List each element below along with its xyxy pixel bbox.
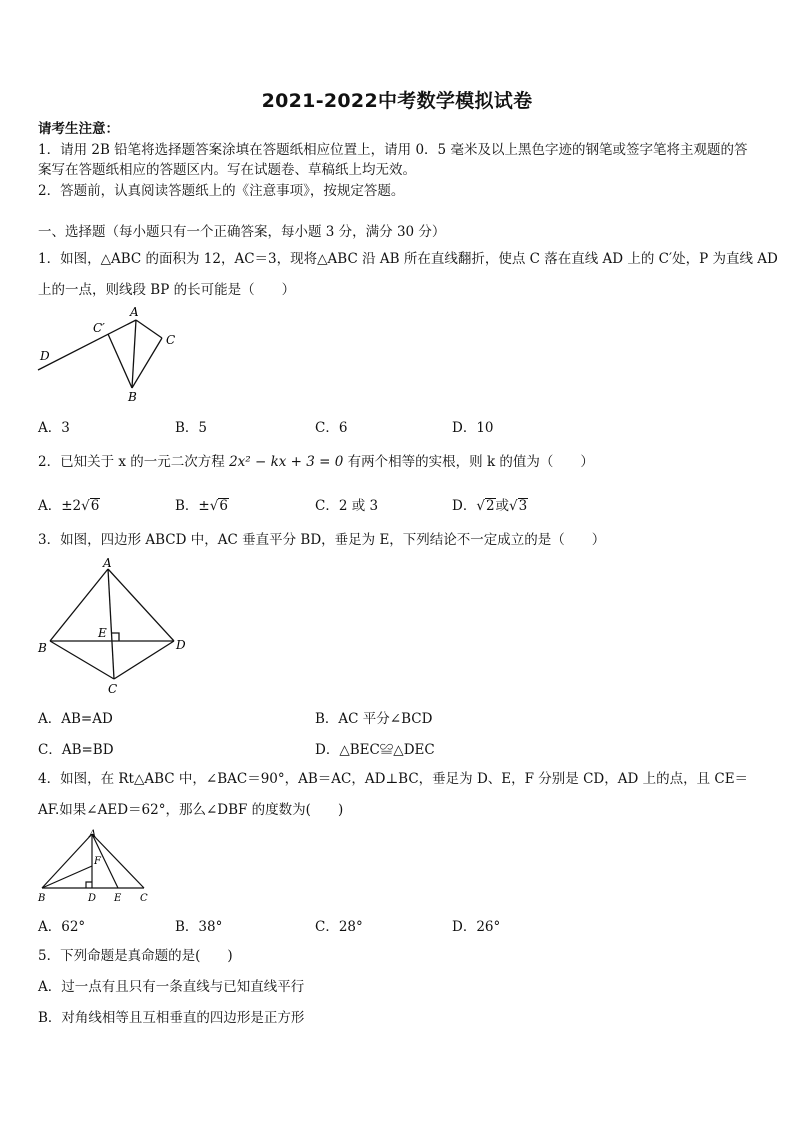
q2-option-b-prefix: B．± xyxy=(175,498,210,514)
q2-option-a-prefix: A．±2 xyxy=(38,498,82,514)
q3-option-d: D．△BEC≌△DEC xyxy=(315,742,435,758)
q4-option-c: C．28° xyxy=(315,919,363,935)
q2-option-d: D．√2或√3 xyxy=(452,498,528,514)
page-title: 2021-2022中考数学模拟试卷 xyxy=(261,90,533,112)
label-c-prime: C′ xyxy=(93,321,105,335)
q3-option-c: C．AB=BD xyxy=(38,742,114,758)
segment-ab xyxy=(42,834,92,888)
q1-text-line1: 1．如图，△ABC 的面积为 12，AC＝3，现将△ABC 沿 AB 所在直线翻折，使点 C 落在直线 AD 上的 C′处，P 为直线 AD xyxy=(38,251,778,267)
label-f: F xyxy=(94,856,101,867)
label-b: B xyxy=(38,893,46,904)
segment-dc xyxy=(114,641,174,679)
q4-text-line2: AF.如果∠AED＝62°，那么∠DBF 的度数为( ) xyxy=(38,802,344,818)
section-heading: 一、选择题（每小题只有一个正确答案，每小题 3 分，满分 30 分） xyxy=(38,224,446,240)
q2-text-prefix: 2．已知关于 x 的一元二次方程 xyxy=(38,454,230,470)
q1-figure xyxy=(30,300,190,410)
q3-option-b: B．AC 平分∠BCD xyxy=(315,711,433,727)
q4-option-b: B．38° xyxy=(175,919,223,935)
q2-option-d-or: 或 xyxy=(495,498,510,514)
right-angle-mark xyxy=(86,882,92,888)
label-d: D xyxy=(176,638,186,652)
label-a: A xyxy=(103,556,112,570)
q3-figure xyxy=(34,555,194,700)
label-c: C xyxy=(140,893,148,904)
q3-option-a: A．AB=AD xyxy=(38,711,113,727)
segment-ac xyxy=(108,569,114,679)
label-b: B xyxy=(128,390,137,404)
notice-item-1-cont: 案写在答题纸相应的答题区内。写在试题卷、草稿纸上均无效。 xyxy=(38,162,416,178)
q2-option-a-radicand: 6 xyxy=(90,498,100,514)
q2-text xyxy=(38,452,594,472)
label-e: E xyxy=(114,893,122,904)
label-c: C xyxy=(166,333,176,347)
label-b: B xyxy=(38,641,47,655)
label-c: C xyxy=(108,682,118,696)
q2-option-a: A．±2√6 xyxy=(38,498,100,514)
segment-ad xyxy=(108,569,174,641)
segment-ac xyxy=(136,320,162,338)
label-a: A xyxy=(89,829,97,840)
q2-option-b-radicand: 6 xyxy=(219,498,228,514)
q2-option-d-radicand-1: 2 xyxy=(485,498,495,514)
q2-option-b: B．±√6 xyxy=(175,498,228,514)
q1-option-c: C．6 xyxy=(315,420,348,436)
q2-option-c: C．2 或 3 xyxy=(315,498,379,514)
notice-item-1: 1．请用 2B 铅笔将选择题答案涂填在答题纸相应位置上，请用 0．5 毫米及以上黑色字迹的钢笔或签字笔将主观题的答 xyxy=(38,142,748,158)
q4-option-d: D．26° xyxy=(452,919,501,935)
segment-bc xyxy=(50,641,114,679)
q4-text-line1: 4．如图，在 Rt△ABC 中，∠BAC＝90°，AB＝AC，AD⊥BC，垂足为 D、E，F 分别是 CD，AD 上的点，且 CE＝ xyxy=(38,771,749,787)
label-a: A xyxy=(130,305,139,319)
q5-option-b: B．对角线相等且互相垂直的四边形是正方形 xyxy=(38,1010,305,1026)
q2-text-suffix: 有两个相等的实根，则 k 的值为（ ） xyxy=(343,454,594,470)
label-d: D xyxy=(40,349,50,363)
segment-cpb xyxy=(108,334,132,388)
q1-option-b: B．5 xyxy=(175,420,208,436)
notice-heading: 请考生注意： xyxy=(38,121,119,137)
q3-text: 3．如图，四边形 ABCD 中，AC 垂直平分 BD，垂足为 E，下列结论不一定成立的是（ ） xyxy=(38,532,606,548)
q2-equation: 2x² − kx + 3 = 0 xyxy=(229,454,344,470)
segment-ab xyxy=(132,320,136,388)
q2-option-d-prefix: D． xyxy=(452,498,477,514)
q4-option-a: A．62° xyxy=(38,919,86,935)
q1-text-line2: 上的一点，则线段 BP 的长可能是（ ） xyxy=(38,282,296,298)
q5-option-a: A．过一点有且只有一条直线与已知直线平行 xyxy=(38,979,305,995)
q1-option-d: D．10 xyxy=(452,420,494,436)
label-d: D xyxy=(88,893,97,904)
q1-option-a: A．3 xyxy=(38,420,70,436)
label-e: E xyxy=(98,626,107,640)
q4-figure xyxy=(34,826,164,906)
q2-option-d-radicand-2: 3 xyxy=(518,498,528,514)
q5-text: 5．下列命题是真命题的是( ) xyxy=(38,948,233,964)
notice-item-2: 2．答题前，认真阅读答题纸上的《注意事项》，按规定答题。 xyxy=(38,183,405,199)
segment-cb xyxy=(132,338,162,388)
segment-bf xyxy=(42,866,92,888)
